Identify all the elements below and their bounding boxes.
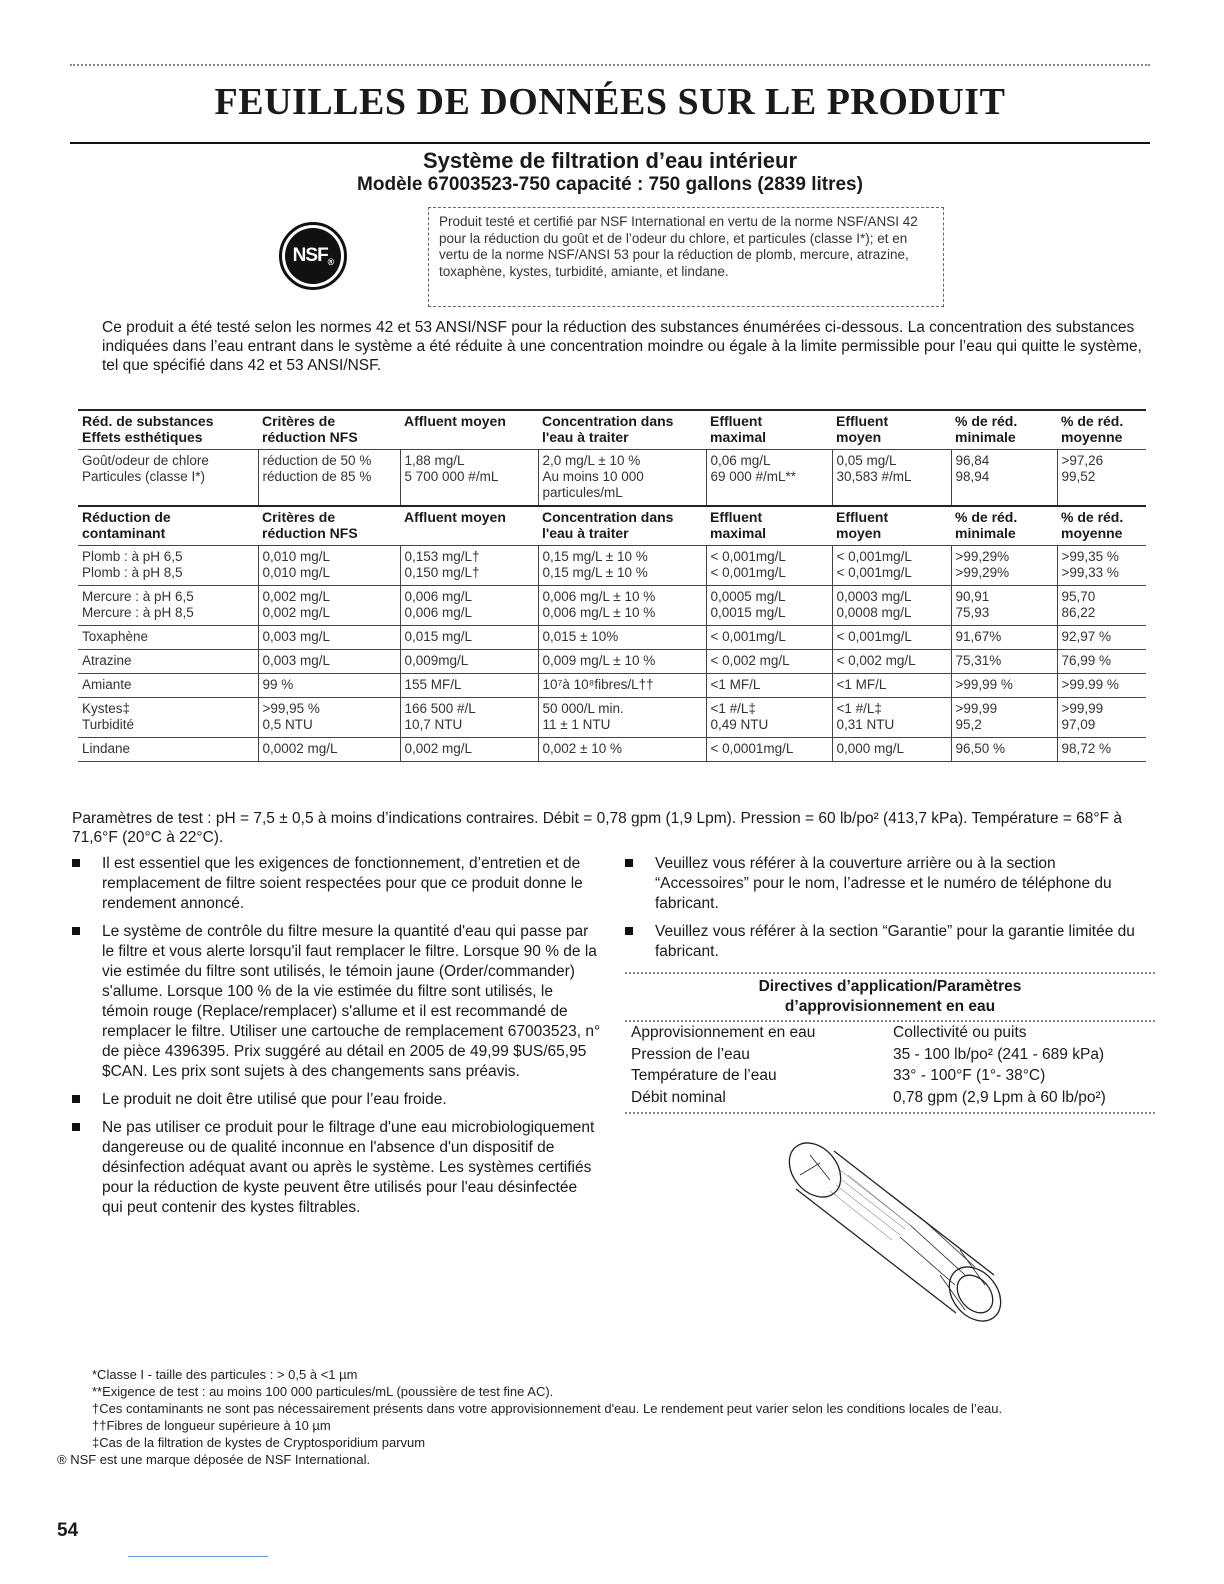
bullet-text: Veuillez vous référer à la couverture arrière ou à la section “Accessoires” pour le nom, l’adresse et le numéro de téléphone du fabricant.: [655, 855, 1112, 912]
directive-value: 0,78 gpm (2,9 Lpm à 60 lb/po²): [893, 1088, 1106, 1106]
table-cell: 99 %: [258, 674, 400, 698]
footnote: **Exigence de test : au moins 100 000 particules/mL (poussière de test fine AC).: [92, 1384, 554, 1399]
table-cell: 50 000/L min. 11 ± 1 NTU: [538, 698, 706, 738]
directives-title-line2: d’approvisionnement en eau: [784, 998, 996, 1015]
table-cell: 90,91 75,93: [951, 586, 1057, 626]
table-cell: < 0,001mg/L < 0,001mg/L: [706, 546, 832, 586]
nsf-logo: [279, 222, 347, 290]
table-cell: <1 #/L‡ 0,31 NTU: [832, 698, 951, 738]
table-cell: Effluent moyen: [832, 506, 951, 546]
table-cell: 0,015 ± 10%: [538, 626, 706, 650]
table-cell: <1 #/L‡ 0,49 NTU: [706, 698, 832, 738]
bullet-text: Veuillez vous référer à la section “Garantie” pour la garantie limitée du fabricant.: [655, 923, 1135, 960]
bullet-square-icon: [625, 927, 633, 935]
table-row: [78, 674, 1146, 698]
directive-value: Collectivité ou puits: [893, 1024, 1027, 1041]
table-cell: 0,003 mg/L: [258, 650, 400, 674]
table-cell: 0,006 mg/L 0,006 mg/L: [400, 586, 538, 626]
table-cell: >99,29% >99,29%: [951, 546, 1057, 586]
bullet-item: [72, 1090, 602, 1110]
table-cell: 0,003 mg/L: [258, 626, 400, 650]
table-cell: 0,009mg/L: [400, 650, 538, 674]
table-cell: 10⁷à 10⁸fibres/L††: [538, 674, 706, 698]
table-cell: Concentration dans l'eau à traiter: [538, 410, 706, 450]
table-cell: < 0,001mg/L: [832, 626, 951, 650]
table-row: [78, 450, 1146, 507]
table-row: [78, 626, 1146, 650]
table-cell: 96,84 98,94: [951, 450, 1057, 507]
table-cell: 98,72 %: [1057, 738, 1146, 762]
table-cell: 0,153 mg/L† 0,150 mg/L†: [400, 546, 538, 586]
table-cell: 155 MF/L: [400, 674, 538, 698]
footnote: *Classe I - taille des particules : > 0,5 à <1 µm: [92, 1367, 358, 1382]
table-cell: Kystes‡ Turbidité: [78, 698, 258, 738]
bullet-square-icon: [625, 859, 633, 867]
directive-row: [625, 1087, 1155, 1109]
table-cell: réduction de 50 % réduction de 85 %: [258, 450, 400, 507]
table-cell: < 0,002 mg/L: [706, 650, 832, 674]
table-cell: 92,97 %: [1057, 626, 1146, 650]
table-cell: >99,99 97,09: [1057, 698, 1146, 738]
table-cell: 0,0003 mg/L 0,0008 mg/L: [832, 586, 951, 626]
page-title: FEUILLES DE DONNÉES SUR LE PRODUIT: [214, 81, 1006, 123]
bullet-item: [72, 1118, 602, 1218]
system-title: Système de filtration d’eau intérieur: [422, 148, 798, 173]
directive-label: Approvisionnement en eau: [631, 1024, 816, 1041]
table-cell: Critères de réduction NFS: [258, 506, 400, 546]
bullet-text: Le système de contrôle du filtre mesure la quantité d'eau qui passe par le filtre et vous alerte lorsqu'il faut remplacer le filtre. Lorsque 90 % de la vie estimée du filtre sont utilisés, le témoin jaune (Order/commander) s'allume. Lorsque 100 % de la vie estimée du filtre sont utilisés, le témoin rouge (Replace/remplacer) s'allume et il est recommandé de remplacer le filtre. Utiliser une cartouche de remplacement 67003523, n° de pièce 4396395. Prix suggéré au détail en 2005 de 49,99 $US/65,95 $CAN. Les prix sont sujets à des changements sans préavis.: [102, 923, 601, 1080]
test-parameters: Paramètres de test : pH = 7,5 ± 0,5 à moins d’indications contraires. Débit = 0,78 gpm (1,9 Lpm). Pression = 60 lb/po² (413,7 kPa). Température = 68°F à 71,6°F (20°C à 22°C).: [72, 810, 1123, 846]
footnote: ® NSF est une marque déposée de NSF International.: [57, 1452, 371, 1467]
table-cell: 166 500 #/L 10,7 NTU: [400, 698, 538, 738]
footnote: ‡Cas de la filtration de kystes de Cryptosporidium parvum: [92, 1435, 426, 1450]
bullets-right: [625, 854, 1150, 970]
directive-value: 35 - 100 lb/po² (241 - 689 kPa): [893, 1045, 1105, 1063]
table-cell: < 0,001mg/L < 0,001mg/L: [832, 546, 951, 586]
bottom-blue-line: [128, 1556, 268, 1557]
table-cell: 0,06 mg/L 69 000 #/mL**: [706, 450, 832, 507]
directives-table: [625, 1022, 1155, 1108]
directive-row: [625, 1065, 1155, 1087]
table-cell: < 0,001mg/L: [706, 626, 832, 650]
table-cell: Toxaphène: [78, 626, 258, 650]
bullet-text: Il est essentiel que les exigences de fonctionnement, d’entretien et de remplacement de filtre soient respectées pour que ce produit donne le rendement annoncé.: [102, 855, 583, 912]
model-line: Modèle 67003523-750 capacité : 750 gallons (2839 litres): [357, 174, 863, 195]
directive-label: Débit nominal: [631, 1088, 726, 1106]
intro-paragraph: Ce produit a été testé selon les normes 42 et 53 ANSI/NSF pour la réduction des substances énumérées ci-dessous. La concentration des substances indiquées dans l’eau entrant dans le système a été réduite à une concentration moindre ou égale à la limite permissible pour l’eau qui quitte le système, tel que spécifié dans 42 et 53 ANSI/NSF.: [102, 319, 1142, 374]
table-cell: 0,009 mg/L ± 10 %: [538, 650, 706, 674]
table-row: [78, 650, 1146, 674]
table-row: [78, 738, 1146, 762]
bullet-text: Le produit ne doit être utilisé que pour l’eau froide.: [102, 1091, 447, 1108]
table-cell: 0,010 mg/L 0,010 mg/L: [258, 546, 400, 586]
table-cell: 0,0005 mg/L 0,0015 mg/L: [706, 586, 832, 626]
nsf-registered-mark: ®: [327, 257, 334, 267]
table-cell: 1,88 mg/L 5 700 000 #/mL: [400, 450, 538, 507]
table-cell: 95,70 86,22: [1057, 586, 1146, 626]
directive-label: Pression de l’eau: [631, 1045, 750, 1063]
table-cell: Goût/odeur de chlore Particules (classe I*): [78, 450, 258, 507]
table-cell: Amiante: [78, 674, 258, 698]
directives-title: [625, 977, 1155, 1017]
table-row: [78, 586, 1146, 626]
table-cell: Atrazine: [78, 650, 258, 674]
table-row: [78, 546, 1146, 586]
table-cell: % de réd. moyenne: [1057, 410, 1146, 450]
bullet-square-icon: [72, 927, 80, 935]
title-rule: [70, 142, 1150, 144]
table-cell: 0,015 mg/L: [400, 626, 538, 650]
bullet-item: [625, 922, 1150, 962]
bullet-item: [625, 854, 1150, 914]
table-header-row: [78, 410, 1146, 450]
table-cell: 96,50 %: [951, 738, 1057, 762]
table-cell: >97,26 99,52: [1057, 450, 1146, 507]
bullet-square-icon: [72, 1123, 80, 1131]
footnote: ††Fibres de longueur supérieure à 10 µm: [92, 1418, 331, 1433]
directive-label: Température de l’eau: [631, 1067, 777, 1084]
performance-data-table: [78, 409, 1146, 762]
table-cell: 0,000 mg/L: [832, 738, 951, 762]
table-cell: <1 MF/L: [832, 674, 951, 698]
bullet-text: Ne pas utiliser ce produit pour le filtrage d'une eau microbiologiquement dangereuse ou de qualité inconnue en l'absence d'un dispositif de désinfection adéquat avant ou après le système. Les systèmes certifiés pour la réduction de kyste peuvent être utilisés pour l'eau désinfectée qui peut contenir des kystes filtrables.: [102, 1119, 595, 1216]
table-cell: Affluent moyen: [400, 410, 538, 450]
bullets-left: [72, 854, 602, 1226]
certification-box: Produit testé et certifié par NSF International en vertu de la norme NSF/ANSI 42 pour la réduction du goût et de l’odeur du chlore, et particules (classe I*); et en vertu de la norme NSF/ANSI 53 pour la réduction de plomb, mercure, atrazine, toxaphène, kystes, turbidité, amiante, et lindane.: [428, 207, 944, 307]
table-header-row: [78, 506, 1146, 546]
table-cell: >99,99 %: [951, 674, 1057, 698]
nsf-logo-mark: [285, 228, 341, 284]
table-cell: 0,05 mg/L 30,583 #/mL: [832, 450, 951, 507]
directives-title-line1: Directives d’application/Paramètres: [758, 978, 1022, 995]
table-cell: 0,002 mg/L: [400, 738, 538, 762]
table-cell: Effluent moyen: [832, 410, 951, 450]
table-cell: Critères de réduction NFS: [258, 410, 400, 450]
table-cell: Concentration dans l'eau à traiter: [538, 506, 706, 546]
nsf-logo-text: NSF: [292, 245, 328, 266]
table-cell: >99,35 % >99,33 %: [1057, 546, 1146, 586]
bullet-item: [72, 854, 602, 914]
bullet-item: [72, 922, 602, 1082]
table-cell: < 0,0001mg/L: [706, 738, 832, 762]
directive-row: [625, 1044, 1155, 1066]
table-cell: Mercure : à pH 6,5 Mercure : à pH 8,5: [78, 586, 258, 626]
bullet-square-icon: [72, 859, 80, 867]
table-cell: 0,002 ± 10 %: [538, 738, 706, 762]
directive-value: 33° - 100°F (1°- 38°C): [893, 1067, 1046, 1084]
directive-row: [625, 1022, 1155, 1044]
table-cell: >99,99 95,2: [951, 698, 1057, 738]
table-cell: < 0,002 mg/L: [832, 650, 951, 674]
table-cell: 0,006 mg/L ± 10 % 0,006 mg/L ± 10 %: [538, 586, 706, 626]
table-cell: <1 MF/L: [706, 674, 832, 698]
table-cell: Effluent maximal: [706, 506, 832, 546]
footnotes: [57, 1366, 1142, 1468]
table-cell: Réd. de substances Effets esthétiques: [78, 410, 258, 450]
table-cell: 2,0 mg/L ± 10 % Au moins 10 000 particules/mL: [538, 450, 706, 507]
table-cell: 0,0002 mg/L: [258, 738, 400, 762]
table-row: [78, 698, 1146, 738]
table-cell: 0,15 mg/L ± 10 % 0,15 mg/L ± 10 %: [538, 546, 706, 586]
table-cell: >99,95 % 0,5 NTU: [258, 698, 400, 738]
footnote: †Ces contaminants ne sont pas nécessairement présents dans votre approvisionnement d'eau. Le rendement peut varier selon les conditions locales de l’eau.: [92, 1401, 1003, 1416]
table-cell: Lindane: [78, 738, 258, 762]
directives-top-rule: [625, 972, 1155, 974]
table-cell: % de réd. minimale: [951, 410, 1057, 450]
table-cell: Affluent moyen: [400, 506, 538, 546]
page-number: 54: [57, 1520, 79, 1541]
table-cell: 0,002 mg/L 0,002 mg/L: [258, 586, 400, 626]
table-cell: 91,67%: [951, 626, 1057, 650]
filter-cartridge-illustration: [760, 1125, 1020, 1325]
table-cell: 76,99 %: [1057, 650, 1146, 674]
directives-bottom-rule: [625, 1112, 1155, 1114]
top-dotted-rule: [70, 64, 1150, 66]
table-cell: 75,31%: [951, 650, 1057, 674]
table-cell: >99.99 %: [1057, 674, 1146, 698]
table-cell: % de réd. minimale: [951, 506, 1057, 546]
table-cell: Effluent maximal: [706, 410, 832, 450]
table-cell: Réduction de contaminant: [78, 506, 258, 546]
table-cell: % de réd. moyenne: [1057, 506, 1146, 546]
bullet-square-icon: [72, 1095, 80, 1103]
table-cell: Plomb : à pH 6,5 Plomb : à pH 8,5: [78, 546, 258, 586]
